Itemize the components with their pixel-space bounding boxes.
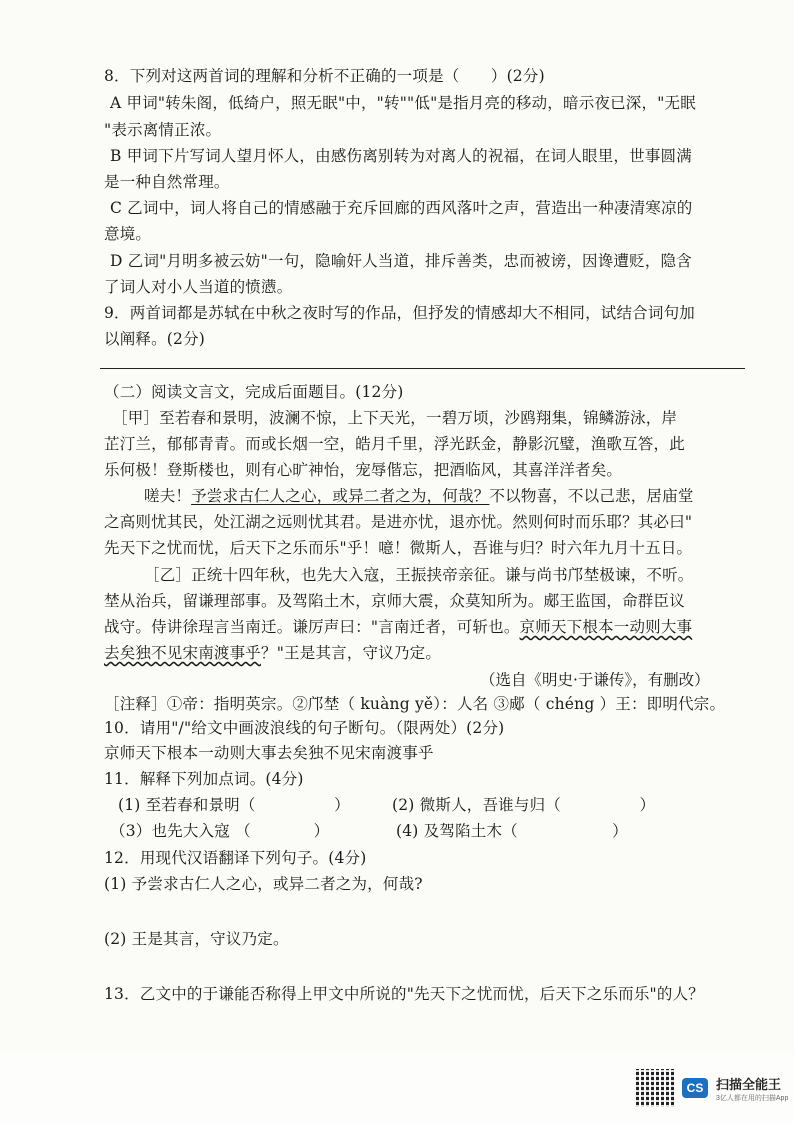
passage-yi-line1: ［乙］正统十四年秋，也先大入寇，王振挟帝亲征。谦与尚书邝埜极谏，不听。 bbox=[144, 566, 694, 584]
passage-jia-line1: ［甲］至若春和景明，波澜不惊，上下天光，一碧万顷，沙鸥翔集，锦鳞游泳，岸 bbox=[112, 409, 678, 427]
qr-code-icon bbox=[636, 1069, 674, 1107]
passage-source: （选自《明史·于谦传》，有删改） bbox=[480, 671, 710, 689]
q12-item2: (2) 王是其言，守议乃定。 bbox=[104, 930, 289, 948]
q12-item1: (1) 予尝求古仁人之心，或异二者之为，何哉? bbox=[104, 875, 423, 893]
q8-option-a-cont: "表示离情正浓。 bbox=[104, 121, 222, 139]
watermark-title: 扫描全能王 bbox=[716, 1076, 782, 1092]
q9-stem: 9．两首词都是苏轼在中秋之夜时写的作品，但抒发的情感却大不相同，试结合词句加 bbox=[104, 304, 695, 322]
yi4-wavy: 去矣独不见宋南渡事乎 bbox=[104, 644, 262, 662]
jia4-prefix: 嗟夫！ bbox=[144, 487, 192, 505]
passage-jia-line2: 芷汀兰，郁郁青青。而或长烟一空，皓月千里，浮光跃金，静影沉璧，渔歌互答，此 bbox=[104, 435, 685, 453]
q13-stem: 13．乙文中的于谦能否称得上甲文中所说的"先天下之忧而忧，后天下之乐而乐"的人？ bbox=[104, 985, 704, 1003]
camscanner-logo: CS bbox=[682, 1078, 708, 1098]
yi3-wavy: 京师天下根本一动则大事 bbox=[519, 618, 693, 636]
q8-option-b: B 甲词下片写词人望月怀人，由感伤离别转为对离人的祝福，在词人眼里，世事圆满 bbox=[110, 147, 692, 165]
jia4-suffix: 不以物喜，不以己悲，居庙堂 bbox=[489, 487, 694, 505]
yi4-suffix: ？"王是其言，守议乃定。 bbox=[261, 644, 442, 662]
section2-heading: （二）阅读文言文，完成后面题目。(12分) bbox=[104, 383, 404, 401]
q8-option-c: C 乙词中，词人将自己的情感融于充斥回廊的西风落叶之声，营造出一种凄清寒凉的 bbox=[110, 199, 693, 217]
q8-option-a: A 甲词"转朱阁，低绮户，照无眠"中，"转""低"是指月亮的移动，暗示夜已深，"无眠 bbox=[110, 94, 696, 112]
q11-stem: 11．解释下列加点词。(4分) bbox=[104, 770, 304, 788]
passage-jia-line3: 乐何极！登斯楼也，则有心旷神怡，宠辱偕忘，把酒临风，其喜洋洋者矣。 bbox=[104, 461, 623, 479]
q12-stem: 12．用现代汉语翻译下列句子。(4分) bbox=[104, 849, 367, 867]
scanner-watermark bbox=[636, 1068, 788, 1108]
watermark-text bbox=[716, 1074, 788, 1103]
passage-jia-line4 bbox=[144, 486, 694, 506]
q8-option-c-cont: 意境。 bbox=[104, 225, 152, 243]
watermark-subtitle: 3亿人都在用的扫描App bbox=[716, 1094, 789, 1102]
q8-option-d-cont: 了词人对小人当道的愤懑。 bbox=[104, 278, 293, 296]
passage-yi-line4 bbox=[104, 643, 441, 663]
q11-item2: (2) 微斯人，吾谁与归（ ） bbox=[392, 796, 656, 814]
passage-jia-line5: 之高则忧其民，处江湖之远则忧其君。是进亦忧，退亦忧。然则何时而乐耶？其必曰" bbox=[104, 513, 693, 531]
q10-stem: 10．请用"/"给文中画波浪线的句子断句。（限两处）(2分) bbox=[104, 719, 505, 737]
passage-jia-line6: 先天下之忧而忧，后天下之乐而乐"乎！噫！微斯人，吾谁与归？时六年九月十五日。 bbox=[104, 539, 693, 557]
jia4-underlined: 予尝求古仁人之心，或异二者之为，何哉？ bbox=[191, 487, 490, 505]
q11-item3: （3）也先大入寇 （ ） bbox=[110, 822, 330, 840]
passage-yi-line3 bbox=[104, 617, 692, 637]
q10-sentence: 京师天下根本一动则大事去矣独不见宋南渡事乎 bbox=[104, 744, 434, 762]
passage-yi-line2: 埜从治兵，留谦理部事。及驾陷土木，京师大震，众莫知所为。郕王监国，命群臣议 bbox=[104, 592, 685, 610]
q9-stem-cont: 以阐释。(2分) bbox=[104, 330, 206, 348]
yi3-prefix: 战守。侍讲徐珵言当南迁。谦厉声曰："言南迁者，可斩也。 bbox=[104, 618, 520, 636]
q11-item1: (1) 至若春和景明（ ） bbox=[118, 796, 350, 814]
passage-notes: ［注释］①帝：指明英宗。②邝埜（ kuàng yě）：人名 ③郕（ chéng ）王：即明代宗。 bbox=[104, 695, 726, 713]
q11-item4: (4) 及驾陷土木（ ） bbox=[396, 822, 628, 840]
answer-line bbox=[100, 368, 745, 369]
q8-option-b-cont: 是一种自然常理。 bbox=[104, 173, 230, 191]
q8-option-d: D 乙词"月明多被云妨"一句，隐喻奸人当道，排斥善类，忠而被谤，因谗遭贬，隐含 bbox=[110, 252, 692, 270]
q8-stem: 8．下列对这两首词的理解和分析不正确的一项是（ ）(2分) bbox=[104, 67, 545, 85]
